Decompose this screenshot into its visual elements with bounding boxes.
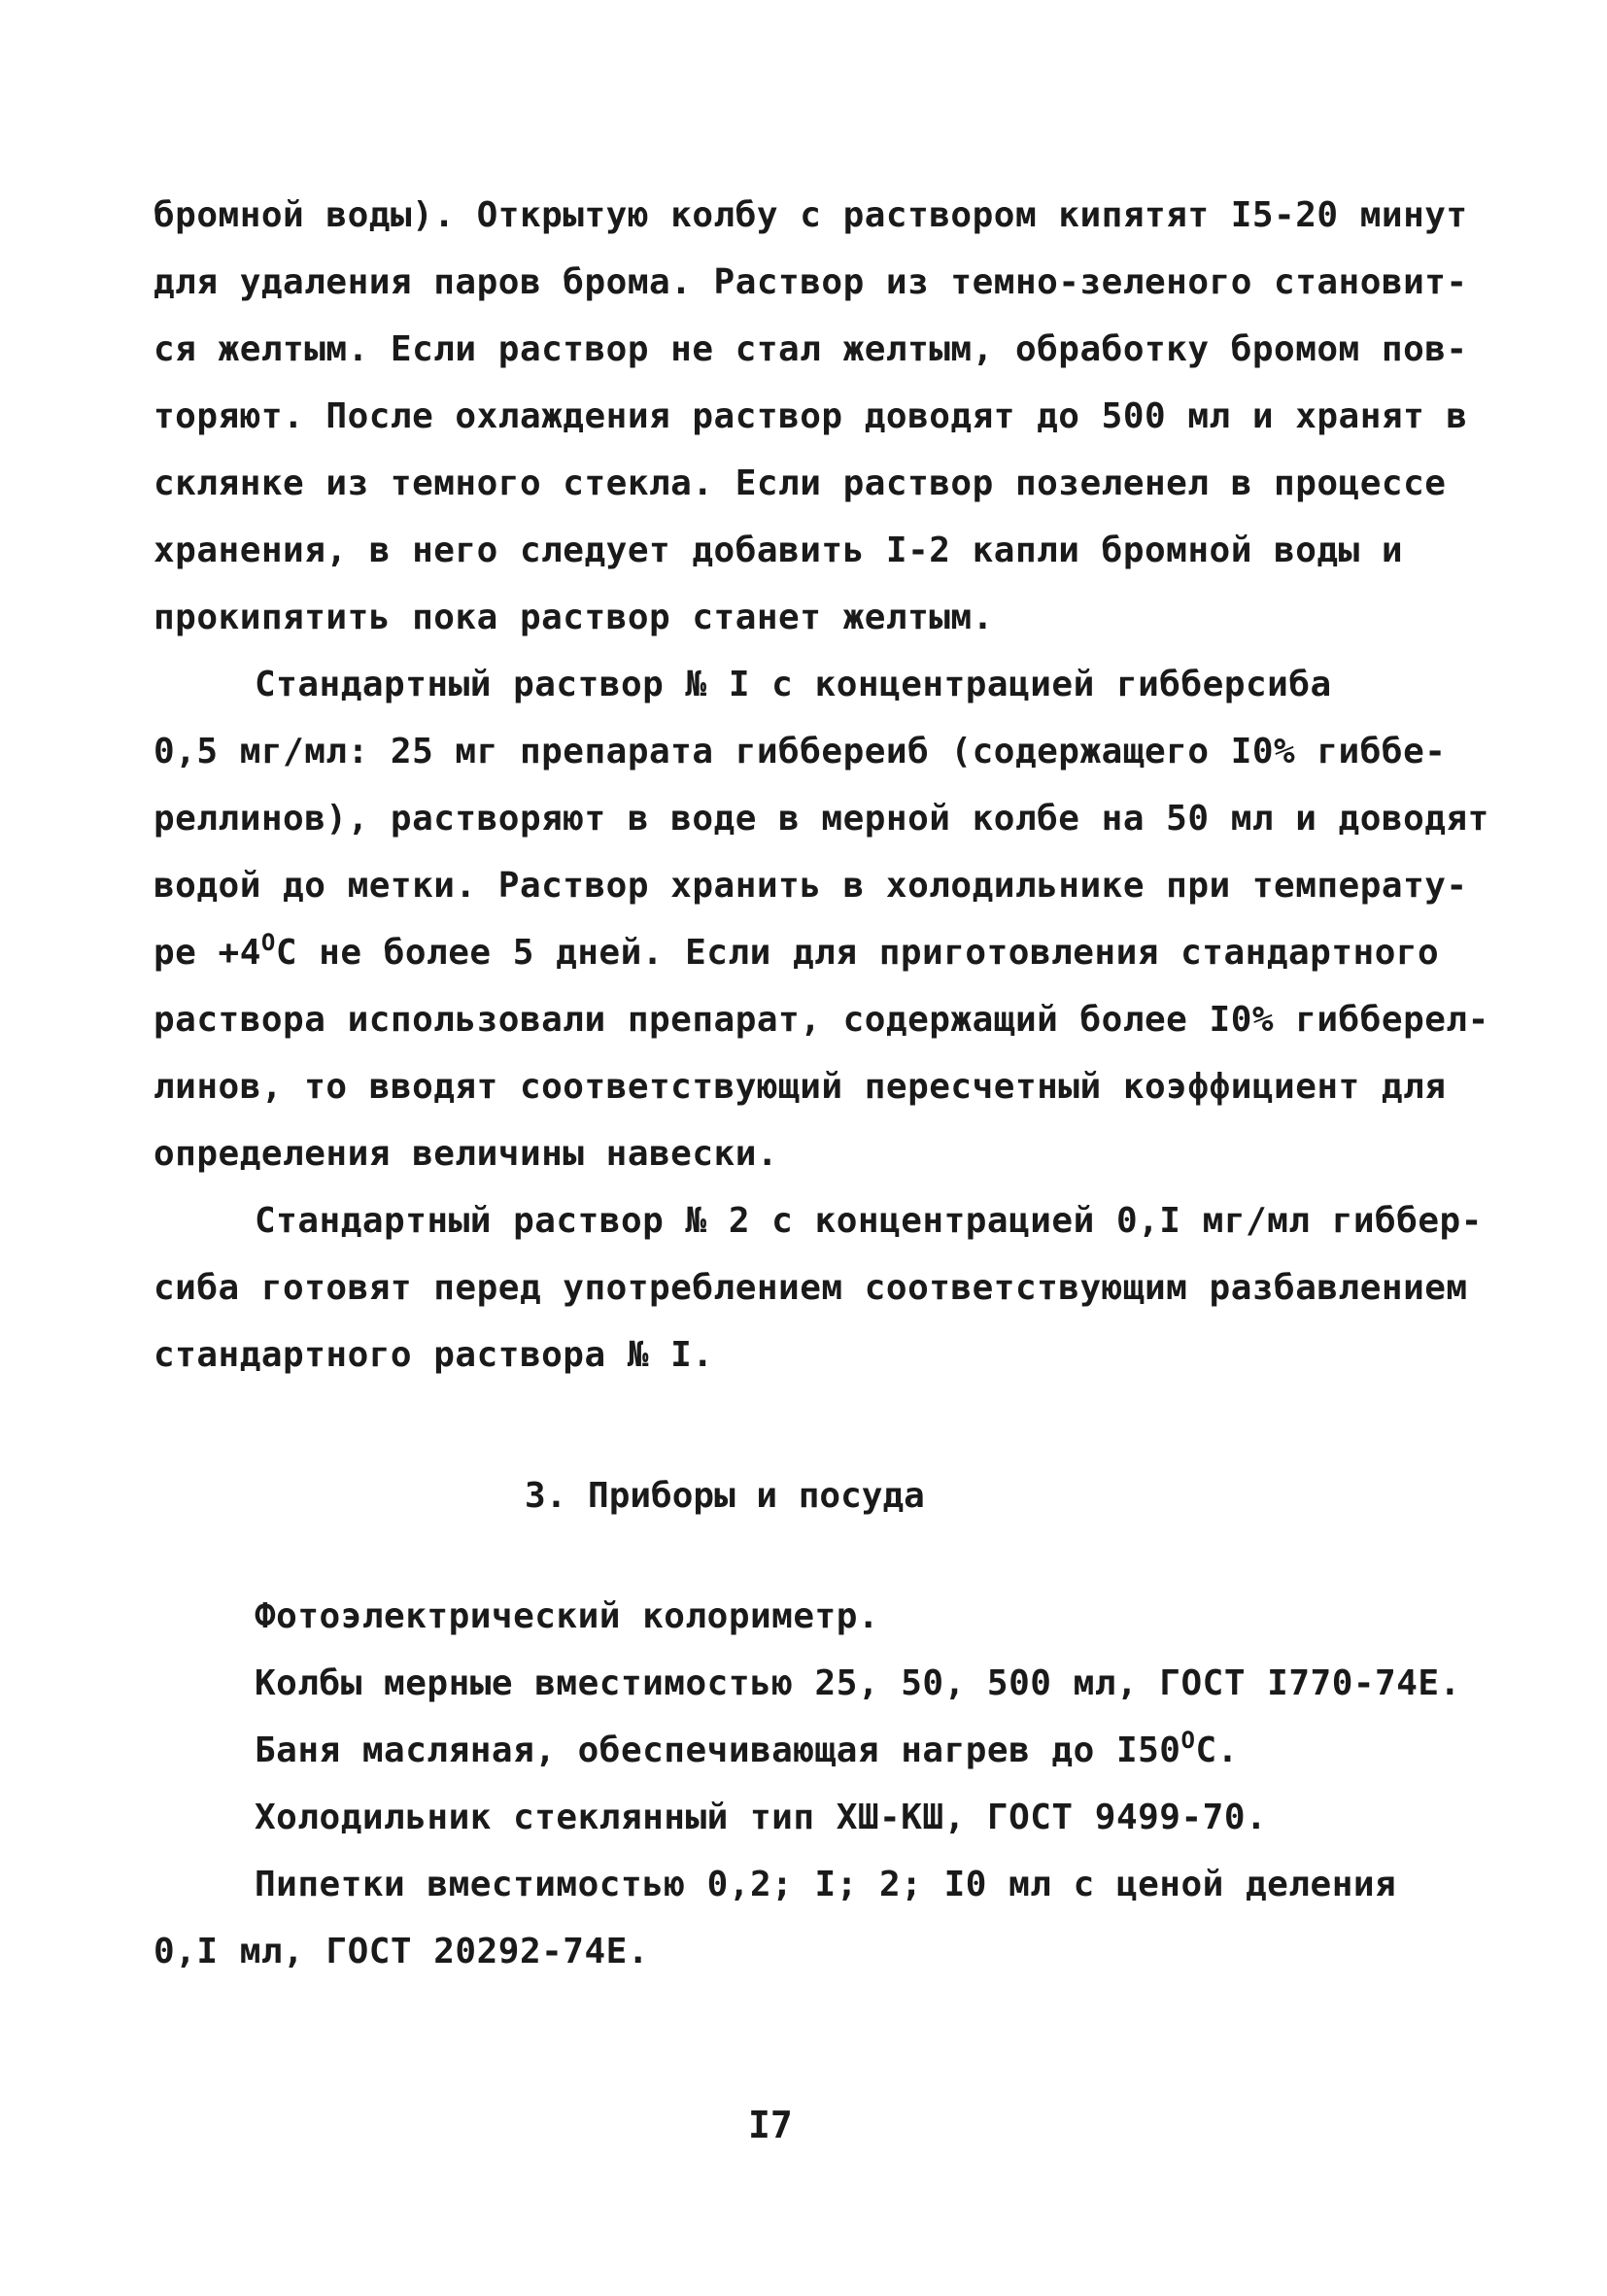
temp-suffix: C не более 5 дней. Если для приготовления стандартного <box>275 933 1440 973</box>
equipment-line-1: Фотоэлектрический колориметр. <box>255 1596 880 1636</box>
temp-prefix: ре +4 <box>154 933 261 973</box>
bath-degree-superscript: O <box>1180 1727 1196 1754</box>
bath-suffix: C. <box>1195 1731 1239 1770</box>
paragraph-1-line-1: бромной воды). Открытую колбу с раствором кипятят I5-20 минут <box>154 195 1468 235</box>
degree-superscript: O <box>260 929 276 956</box>
paragraph-2-line-4: водой до метки. Раствор хранить в холодильнике при температу- <box>154 866 1468 906</box>
paragraph-2-line-5 <box>154 929 1440 975</box>
equipment-line-3 <box>255 1727 1239 1772</box>
paragraph-1-line-3: ся желтым. Если раствор не стал желтым, обработку бромом пов- <box>154 329 1468 369</box>
paragraph-3-line-2: сиба готовят перед употреблением соответствующим разбавлением <box>154 1268 1468 1308</box>
equipment-line-5: Пипетки вместимостью 0,2; I; 2; I0 мл с ценой деления <box>255 1865 1397 1904</box>
paragraph-3-line-3: стандартного раствора № I. <box>154 1335 714 1375</box>
paragraph-1-line-4: торяют. После охлаждения раствор доводят до 500 мл и хранят в <box>154 396 1468 436</box>
page-number: I7 <box>748 2104 793 2146</box>
paragraph-1-line-7: прокипятить пока раствор станет желтым. <box>154 598 994 637</box>
equipment-line-4: Холодильник стеклянный тип ХШ-КШ, ГОСТ 9499-70. <box>255 1798 1268 1837</box>
paragraph-2-line-3: реллинов), растворяют в воде в мерной колбе на 50 мл и доводят <box>154 799 1489 839</box>
paragraph-2-line-2: 0,5 мг/мл: 25 мг препарата гиббереиб (содержащего I0% гиббе- <box>154 732 1447 771</box>
paragraph-1-line-6: хранения, в него следует добавить I-2 капли бромной воды и <box>154 531 1404 570</box>
paragraph-2-line-7: линов, то вводят соответствующий пересчетный коэффициент для <box>154 1067 1447 1107</box>
paragraph-2-line-1: Стандартный раствор № I с концентрацией гибберсиба <box>255 665 1332 704</box>
paragraph-2-line-8: определения величины навески. <box>154 1134 779 1174</box>
bath-prefix: Баня масляная, обеспечивающая нагрев до I50 <box>255 1731 1181 1770</box>
paragraph-1-line-2: для удаления паров брома. Раствор из темно-зеленого становит- <box>154 262 1468 302</box>
paragraph-1-line-5: склянке из темного стекла. Если раствор позеленел в процессе <box>154 463 1447 503</box>
paragraph-2-line-6: раствора использовали препарат, содержащий более I0% гибберел- <box>154 1000 1489 1040</box>
section-heading: 3. Приборы и посуда <box>525 1476 925 1516</box>
equipment-line-6: 0,I мл, ГОСТ 20292-74Е. <box>154 1932 649 1971</box>
equipment-line-2: Колбы мерные вместимостью 25, 50, 500 мл, ГОСТ I770-74Е. <box>255 1663 1461 1703</box>
paragraph-3-line-1: Стандартный раствор № 2 с концентрацией 0,I мг/мл гиббер- <box>255 1201 1483 1241</box>
